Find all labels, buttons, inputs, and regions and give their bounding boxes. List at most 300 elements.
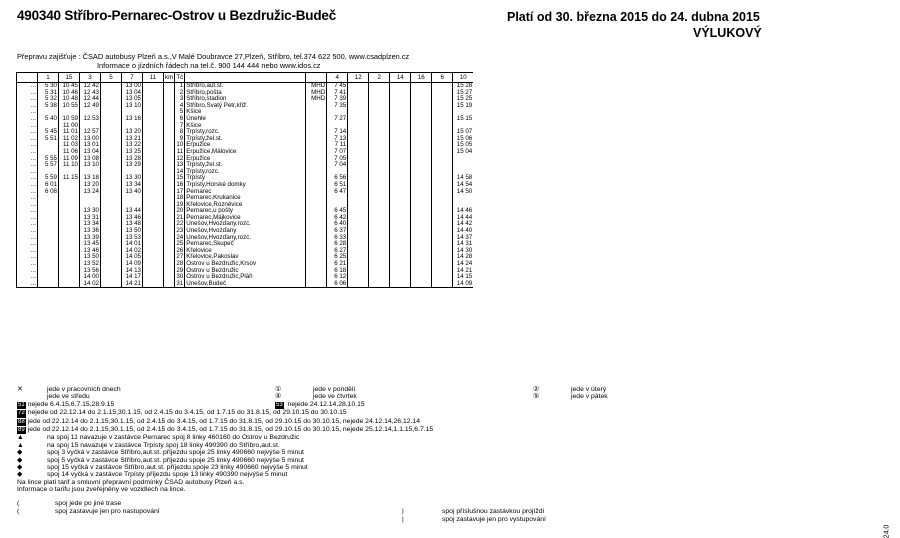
time-cell — [164, 254, 175, 261]
time-cell — [369, 156, 390, 163]
time-cell — [411, 202, 432, 209]
time-cell — [411, 96, 432, 103]
time-cell — [143, 129, 164, 136]
time-cell — [432, 162, 453, 169]
time-cell — [432, 103, 453, 110]
time-cell: 10 46 — [59, 90, 80, 97]
time-cell — [390, 129, 411, 136]
time-cell — [143, 175, 164, 182]
legend-right: ② jede v úterý ⑤ jede v pátek — [533, 386, 608, 401]
time-cell: 5 51 — [38, 136, 59, 143]
time-cell — [101, 228, 122, 235]
time-cell — [164, 221, 175, 228]
time-cell — [348, 235, 369, 242]
time-cell: 14 58 — [453, 175, 474, 182]
time-cell — [348, 221, 369, 228]
stop-name: Stříbro,stadion — [185, 96, 306, 103]
trip-header: 15 — [59, 73, 80, 83]
stop-note — [306, 208, 327, 215]
time-cell — [390, 169, 411, 176]
time-cell — [432, 189, 453, 196]
time-cell: 6 27 — [327, 248, 348, 255]
table-row — [17, 116, 474, 123]
time-cell — [390, 149, 411, 156]
fn-mon: jede v pondělí — [313, 386, 356, 393]
time-cell: 5 40 — [38, 116, 59, 123]
time-cell — [143, 189, 164, 196]
time-cell — [390, 136, 411, 143]
time-cell — [101, 142, 122, 149]
time-cell: 6 21 — [327, 261, 348, 268]
workday-icon: ✕ — [17, 386, 23, 393]
time-cell: 6 42 — [327, 215, 348, 222]
time-cell — [369, 248, 390, 255]
time-cell — [390, 116, 411, 123]
stop-note — [306, 195, 327, 202]
dots-cell: ... — [17, 123, 38, 130]
time-cell — [411, 268, 432, 275]
time-cell — [453, 162, 474, 169]
time-cell: 14 09 — [122, 261, 143, 268]
fn-c1: Na lince platí tarif a smluvní přepravní podmínky ČSAD autobusy Plzeň a.s. — [17, 478, 245, 486]
time-cell: 13 20 — [80, 182, 101, 189]
time-cell — [143, 83, 164, 90]
stop-name: Trpísty,žel.st. — [185, 136, 306, 143]
time-cell — [411, 83, 432, 90]
dots-cell: ... — [17, 136, 38, 143]
dots-cell: ... — [17, 215, 38, 222]
time-cell: 13 52 — [80, 261, 101, 268]
time-cell: 5 — [175, 109, 185, 116]
time-cell: 24 — [176, 233, 184, 241]
time-cell: 2 — [175, 90, 185, 97]
dots-cell: ... — [17, 241, 38, 248]
time-cell: 14 21 — [453, 268, 474, 275]
time-cell — [390, 248, 411, 255]
time-cell: 7 04 — [327, 162, 348, 169]
time-cell — [143, 109, 164, 116]
time-cell — [369, 83, 390, 90]
time-cell — [432, 156, 453, 163]
time-cell: 13 46 — [80, 248, 101, 255]
stop-name: Pernarec,Skupeč — [185, 241, 306, 248]
time-cell — [411, 274, 432, 281]
fn-workday: jede v pracovních dnech — [47, 386, 121, 393]
time-cell — [369, 281, 390, 288]
time-cell — [411, 235, 432, 242]
time-cell — [164, 202, 175, 209]
dots-cell: ... — [17, 268, 38, 275]
time-cell — [432, 149, 453, 156]
stop-name: Kšice — [185, 123, 306, 130]
time-cell — [432, 169, 453, 176]
fn-88: jede od 22.12.14 do 2.1.15,30.1.15, od 2.4.15 do 3.4.15, od 1.7.15 do 31.8.15, od 29.10.15 do 30.10.15, nejede 24.12.14,26.12.14 — [27, 417, 420, 425]
time-cell: 12 — [176, 154, 184, 162]
time-cell: 13 25 — [122, 149, 143, 156]
time-cell — [411, 149, 432, 156]
trip-header: 10 — [453, 73, 474, 83]
time-cell: 10 55 — [59, 103, 80, 110]
stop-note — [306, 169, 327, 176]
fn-a3: spoj 3 vyčká v zastávce Stříbro,aut.st. příjezdu spoje 25 linky 490660 nejvýše 5 minut — [47, 449, 304, 457]
time-cell: 11 06 — [59, 149, 80, 156]
time-cell — [369, 149, 390, 156]
dots-cell: ... — [17, 169, 38, 176]
legend-mid: ① jede v pondělí ④ jede ve čtvrtek 53 nejede 24.12.14,28.10.15 — [275, 386, 365, 408]
time-cell — [348, 83, 369, 90]
time-cell — [348, 228, 369, 235]
time-cell — [143, 221, 164, 228]
time-cell — [348, 261, 369, 268]
time-cell: 13 45 — [80, 241, 101, 248]
time-cell — [369, 228, 390, 235]
dots-cell: ... — [17, 261, 38, 268]
time-cell: 14 40 — [453, 228, 474, 235]
stop-note — [306, 261, 327, 268]
time-cell: 6 01 — [38, 182, 59, 189]
time-cell — [411, 90, 432, 97]
time-cell: 13 28 — [122, 156, 143, 163]
time-cell — [38, 228, 59, 235]
triangle-icon: ▲ — [17, 434, 24, 442]
time-cell: 13 46 — [122, 215, 143, 222]
time-cell — [101, 175, 122, 182]
time-cell — [101, 235, 122, 242]
time-cell — [101, 261, 122, 268]
time-cell: 8 — [175, 129, 185, 136]
time-cell — [348, 149, 369, 156]
time-cell — [348, 142, 369, 149]
time-cell: 6 45 — [327, 208, 348, 215]
time-cell: 15 06 — [453, 136, 474, 143]
stop-name: Trpísty,žel.st. — [185, 162, 306, 169]
time-cell — [348, 116, 369, 123]
fn-fri: jede v pátek — [571, 393, 608, 401]
time-cell: 6 33 — [327, 235, 348, 242]
time-cell — [348, 90, 369, 97]
fn-b3: spoj příslušnou zastávkou projíždí — [442, 508, 545, 515]
time-cell: 17 — [176, 187, 184, 195]
time-cell: 14 13 — [122, 268, 143, 275]
col-note — [306, 73, 327, 83]
time-cell — [59, 189, 80, 196]
stop-note — [306, 175, 327, 182]
time-cell — [390, 162, 411, 169]
time-cell — [101, 129, 122, 136]
time-cell: 7 11 — [327, 142, 348, 149]
time-cell — [101, 221, 122, 228]
time-cell: 6 40 — [327, 221, 348, 228]
trip-header: 7 — [122, 73, 143, 83]
dots-cell: ... — [17, 274, 38, 281]
time-cell: 13 44 — [122, 208, 143, 215]
time-cell — [143, 241, 164, 248]
time-cell — [432, 195, 453, 202]
footnotes — [17, 386, 433, 494]
time-cell — [432, 83, 453, 90]
time-cell: 14 44 — [453, 215, 474, 222]
time-cell — [143, 169, 164, 176]
time-cell: 14 00 — [80, 274, 101, 281]
time-cell — [38, 254, 59, 261]
time-cell: 13 16 — [122, 116, 143, 123]
stop-name: Erpužice,Málovice — [185, 149, 306, 156]
time-cell — [143, 254, 164, 261]
time-cell: 14 42 — [453, 221, 474, 228]
time-cell — [390, 208, 411, 215]
time-cell — [348, 182, 369, 189]
time-cell: 7 41 — [327, 90, 348, 97]
time-cell — [369, 90, 390, 97]
stop-name: Křelovice,Rozněvice — [185, 202, 306, 209]
stop-note — [306, 215, 327, 222]
time-cell — [411, 109, 432, 116]
time-cell — [164, 149, 175, 156]
time-cell — [348, 241, 369, 248]
time-cell — [101, 116, 122, 123]
time-cell — [143, 281, 164, 288]
time-cell — [101, 189, 122, 196]
time-cell: 9 — [175, 136, 185, 143]
time-cell: 7 05 — [327, 156, 348, 163]
time-cell: 22 — [176, 220, 184, 228]
time-cell — [453, 195, 474, 202]
time-cell: 12 57 — [80, 129, 101, 136]
time-cell: 13 30 — [122, 175, 143, 182]
time-cell — [390, 228, 411, 235]
stop-name: Stříbro,aut.st. — [185, 83, 306, 90]
time-cell — [164, 142, 175, 149]
time-cell — [390, 281, 411, 288]
time-cell: 12 42 — [80, 83, 101, 90]
time-cell — [38, 142, 59, 149]
stop-note — [306, 136, 327, 143]
time-cell: 19 — [176, 200, 184, 208]
time-cell — [390, 103, 411, 110]
time-cell: 13 22 — [122, 142, 143, 149]
fn-a1: na spoj 11 navazuje v zastávce Pernarec spoj 8 linky 460160 do Ostrov u Bezdružic — [47, 434, 300, 442]
time-cell: 13 04 — [80, 149, 101, 156]
time-cell — [327, 195, 348, 202]
time-cell — [143, 274, 164, 281]
time-cell — [59, 221, 80, 228]
time-cell: 13 10 — [80, 162, 101, 169]
time-cell — [369, 116, 390, 123]
fn-a2: na spoj 15 navazuje v zastávce Trpísty spoj 18 linky 490390 do Stříbro,aut.st. — [47, 441, 280, 449]
time-cell — [101, 248, 122, 255]
trip-header: 14 — [390, 73, 411, 83]
time-cell — [59, 281, 80, 288]
dots-cell: ... — [17, 109, 38, 116]
time-cell: 5 45 — [38, 129, 59, 136]
stop-note — [306, 268, 327, 275]
time-cell — [38, 215, 59, 222]
time-cell: 13 05 — [122, 96, 143, 103]
time-cell — [143, 268, 164, 275]
stop-note — [306, 182, 327, 189]
stop-name: Unešov,Hvozďany — [185, 228, 306, 235]
stop-name: Erpužice — [185, 156, 306, 163]
time-cell — [390, 241, 411, 248]
time-cell — [390, 268, 411, 275]
trip-header: 16 — [411, 73, 432, 83]
time-cell — [143, 215, 164, 222]
time-cell: 5 30 — [38, 83, 59, 90]
time-cell — [80, 195, 101, 202]
stop-note — [306, 103, 327, 110]
fn-72: nejede od 22.12.14 do 2.1.15,30.1.15, od 2.4.15 do 3.4.15, od 1.7.15 do 31.8.15, od 29.10.15 do 30.10.15 — [27, 409, 347, 417]
time-cell — [101, 123, 122, 130]
time-cell — [101, 281, 122, 288]
time-cell — [411, 136, 432, 143]
time-cell: 4 — [175, 103, 185, 110]
time-cell — [432, 248, 453, 255]
stop-name: Kšice — [185, 109, 306, 116]
stop-note — [306, 228, 327, 235]
time-cell — [432, 274, 453, 281]
time-cell: 16 — [176, 180, 184, 188]
stop-name: Trpísty,rozc. — [185, 129, 306, 136]
time-cell — [369, 175, 390, 182]
stop-note: MHD — [306, 83, 327, 90]
time-cell: 21 — [176, 213, 184, 221]
stop-note — [306, 274, 327, 281]
time-cell — [348, 254, 369, 261]
time-cell — [59, 215, 80, 222]
time-cell: 13 40 — [122, 189, 143, 196]
stop-note — [306, 202, 327, 209]
time-cell — [164, 189, 175, 196]
time-cell — [369, 261, 390, 268]
time-cell: 6 08 — [38, 189, 59, 196]
time-cell — [432, 254, 453, 261]
time-cell: 11 01 — [59, 129, 80, 136]
time-cell: 14 37 — [453, 235, 474, 242]
time-cell — [101, 208, 122, 215]
time-cell — [369, 274, 390, 281]
validity: Platí od 30. března 2015 do 24. dubna 2015 — [507, 10, 760, 24]
time-cell — [38, 281, 59, 288]
time-cell: 14 02 — [122, 248, 143, 255]
time-cell — [390, 182, 411, 189]
dots-cell: ... — [17, 142, 38, 149]
time-cell: 3 — [175, 96, 185, 103]
stop-name: Pernarec,Májkovice — [185, 215, 306, 222]
time-cell — [164, 123, 175, 130]
stop-note: MHD — [306, 90, 327, 97]
trip-header: 11 — [143, 73, 164, 83]
key-53: 53 — [276, 401, 283, 408]
time-cell — [411, 116, 432, 123]
trip-header: 1 — [38, 73, 59, 83]
time-cell — [369, 215, 390, 222]
time-cell — [432, 136, 453, 143]
time-cell: 5 55 — [38, 156, 59, 163]
time-cell — [348, 156, 369, 163]
time-cell: 5 59 — [38, 175, 59, 182]
time-cell — [390, 90, 411, 97]
time-cell — [101, 109, 122, 116]
dots-cell: ... — [17, 103, 38, 110]
time-cell — [348, 195, 369, 202]
time-cell: 15 15 — [453, 116, 474, 123]
time-cell — [143, 162, 164, 169]
dots-cell: ... — [17, 162, 38, 169]
stop-name: Pernarec,Krukanice — [185, 195, 306, 202]
time-cell — [143, 156, 164, 163]
time-cell — [411, 123, 432, 130]
time-cell: 6 — [175, 116, 185, 123]
time-cell — [432, 221, 453, 228]
time-cell: 7 13 — [327, 136, 348, 143]
time-cell — [101, 83, 122, 90]
time-cell: 12 44 — [80, 96, 101, 103]
fn-c2: Informace o tarifu jsou zveřejněny ve vozidlech na lince. — [17, 486, 186, 494]
time-cell — [369, 136, 390, 143]
time-cell: 7 45 — [327, 83, 348, 90]
time-cell: 6 06 — [327, 281, 348, 288]
time-cell: 13 31 — [80, 215, 101, 222]
stop-note — [306, 142, 327, 149]
time-cell — [348, 136, 369, 143]
time-cell: 14 46 — [453, 208, 474, 215]
time-cell — [411, 254, 432, 261]
diamond-icon: ◆ — [17, 456, 23, 464]
time-cell: 15 07 — [453, 129, 474, 136]
time-cell — [164, 228, 175, 235]
time-cell: 14 24 — [453, 261, 474, 268]
dots-cell: ... — [17, 83, 38, 90]
stop-name: Ostrov u Bezdružic — [185, 268, 306, 275]
time-cell — [411, 221, 432, 228]
key-51: 51 — [18, 401, 25, 408]
symbol-legend-left: ( spoj jede po jiné trase ( spoj zastavuje jen pro nastupování — [17, 500, 160, 515]
time-cell: 14 28 — [453, 254, 474, 261]
dots-cell: ... — [17, 149, 38, 156]
time-cell: 13 36 — [80, 228, 101, 235]
key-72: 72 — [18, 410, 25, 417]
time-cell — [411, 129, 432, 136]
time-cell: 13 01 — [80, 142, 101, 149]
table-row — [17, 281, 474, 288]
time-cell — [59, 228, 80, 235]
time-cell: 5 57 — [38, 162, 59, 169]
time-cell — [390, 215, 411, 222]
time-cell — [432, 268, 453, 275]
dots-cell: ... — [17, 221, 38, 228]
time-cell: 28 — [176, 260, 184, 268]
carrier-line1: : ČSAD autobusy Plzeň a.s.,V Malé Doubravce 27,Plzeň, Stříbro, tel.374 622 500, www.csadplzen.cz — [78, 52, 410, 61]
time-cell — [143, 202, 164, 209]
stop-note — [306, 123, 327, 130]
time-cell: 5 31 — [38, 90, 59, 97]
stop-name: Stříbro,Svatý Petr,křiž. — [185, 103, 306, 110]
time-cell — [59, 241, 80, 248]
time-cell — [369, 162, 390, 169]
time-cell — [143, 116, 164, 123]
time-cell — [164, 129, 175, 136]
time-cell — [164, 281, 175, 288]
stop-name: Trpísty,rozc. — [185, 169, 306, 176]
stop-note — [306, 248, 327, 255]
fn-b4: spoj zastavuje jen pro vystupování — [442, 515, 546, 523]
stop-note — [306, 254, 327, 261]
fn-a6: spoj 14 vyčká v zastávce Trpísty příjezdu spoje 13 linky 490390 nejvýše 5 minut — [47, 471, 288, 479]
time-cell — [369, 169, 390, 176]
time-cell — [432, 228, 453, 235]
time-cell — [38, 235, 59, 242]
time-cell — [348, 129, 369, 136]
